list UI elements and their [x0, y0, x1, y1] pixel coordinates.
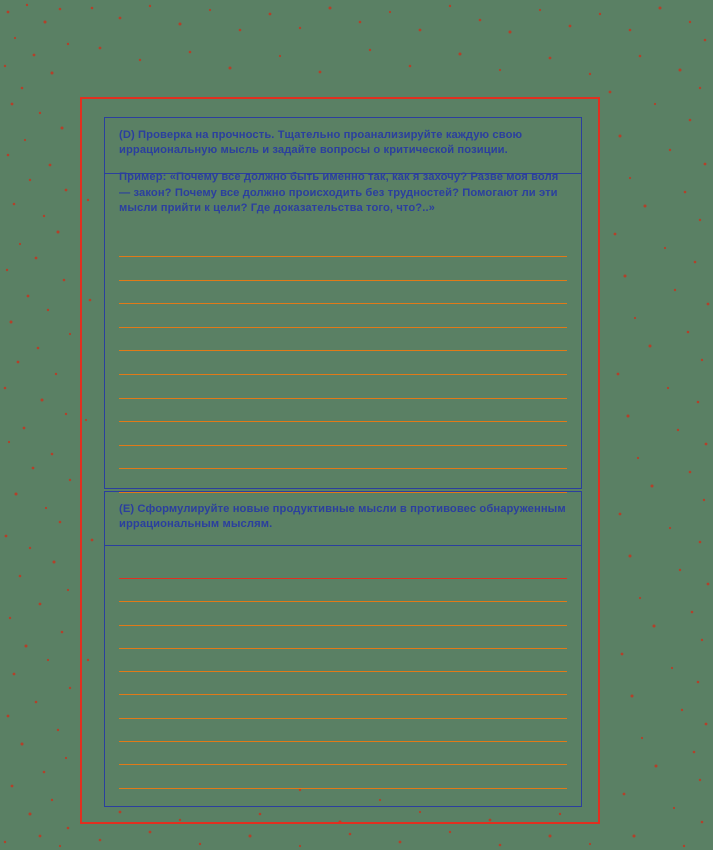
writing-line[interactable]: [119, 327, 567, 328]
section-d-example: Пример: «Почему все должно быть именно так, как я захочу? Разве моя воля — закон? Почему все должно происходить без трудностей? Помогают ли эти мысли прийти к цели? Где доказательства того, что?..»: [119, 171, 559, 214]
section-e: [104, 491, 582, 807]
writing-line[interactable]: [119, 671, 567, 672]
writing-line[interactable]: [119, 421, 567, 422]
writing-line[interactable]: [119, 718, 567, 719]
section-d-heading: (D) Проверка на прочность. Тщательно проанализируйте каждую свою иррациональную мысль и задайте вопросы о критической позиции.: [119, 129, 523, 156]
writing-line[interactable]: [119, 578, 567, 579]
writing-line[interactable]: [119, 764, 567, 765]
section-d-divider: [105, 173, 581, 174]
writing-line[interactable]: [119, 625, 567, 626]
writing-line[interactable]: [119, 694, 567, 695]
writing-line[interactable]: [119, 741, 567, 742]
writing-line[interactable]: [119, 350, 567, 351]
writing-line[interactable]: [119, 374, 567, 375]
section-d-writing-lines[interactable]: [119, 256, 567, 516]
writing-line[interactable]: [119, 648, 567, 649]
section-e-divider: [105, 545, 581, 546]
worksheet-page-frame: [80, 97, 600, 824]
writing-line[interactable]: [119, 280, 567, 281]
writing-line[interactable]: [119, 468, 567, 469]
writing-line[interactable]: [119, 398, 567, 399]
section-e-writing-lines[interactable]: [119, 578, 567, 811]
writing-line[interactable]: [119, 788, 567, 789]
section-e-heading: (E) Сформулируйте новые продуктивные мысли в противовес обнаруженным иррациональным мыслям.: [119, 503, 566, 530]
writing-line[interactable]: [119, 256, 567, 257]
section-d: [104, 117, 582, 489]
writing-line[interactable]: [119, 601, 567, 602]
writing-line[interactable]: [119, 445, 567, 446]
writing-line[interactable]: [119, 303, 567, 304]
